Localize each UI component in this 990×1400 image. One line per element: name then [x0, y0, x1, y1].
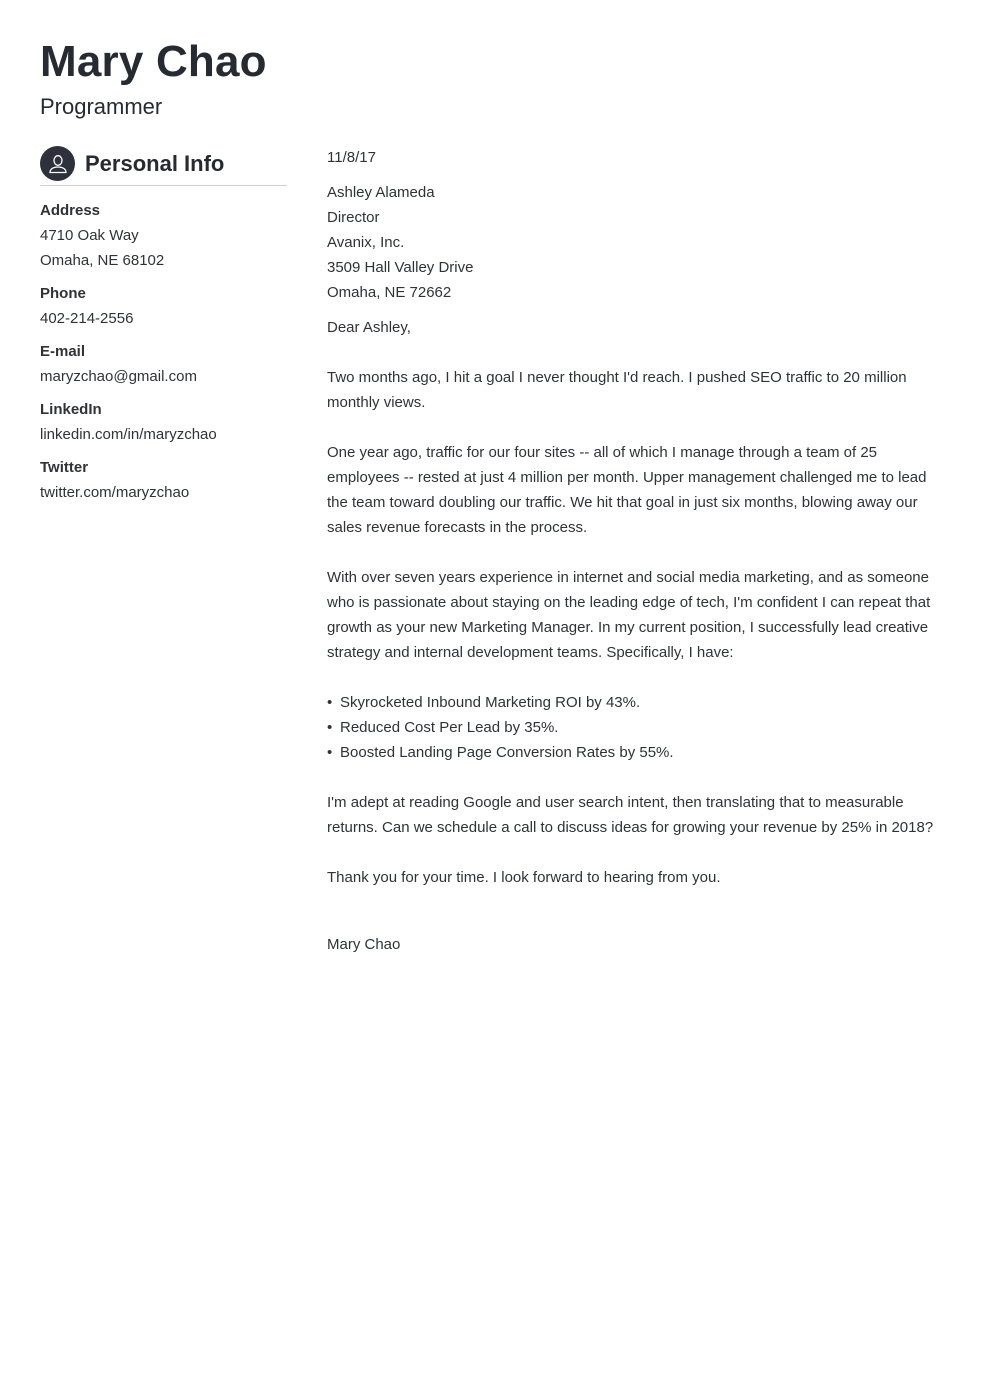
applicant-name: Mary Chao — [40, 37, 267, 86]
email-label: E-mail — [40, 343, 86, 360]
bullet: • — [327, 694, 333, 711]
phone-group — [40, 281, 287, 331]
paragraph: With over seven years experience in internet and social media marketing, and as someone who is passionate about staying on the leading edge of tech, I'm confident I can repeat that growth as your new Marketing Manager. In my current position, I successfully lead creative strategy and internal development teams. Specifically, I have: — [327, 569, 931, 661]
email-group — [40, 339, 287, 389]
address-label: Address — [40, 202, 101, 219]
applicant-role: Programmer — [40, 94, 163, 119]
paragraph: Two months ago, I hit a goal I never thought I'd reach. I pushed SEO traffic to 20 million monthly views. — [327, 369, 907, 411]
twitter-value[interactable]: twitter.com/maryzchao — [40, 484, 190, 501]
recipient-company: Avanix, Inc. — [327, 234, 405, 251]
linkedin-group — [40, 397, 287, 447]
personal-info-title: Personal Info — [85, 150, 225, 176]
phone-label: Phone — [40, 285, 86, 302]
achievement-list — [327, 690, 947, 765]
recipient-block — [327, 180, 947, 305]
greeting: Dear Ashley, — [327, 319, 411, 336]
email-value[interactable]: maryzchao@gmail.com — [40, 368, 197, 385]
recipient-name: Ashley Alameda — [327, 184, 435, 201]
twitter-label: Twitter — [40, 459, 89, 476]
personal-info-list — [40, 198, 287, 505]
list-item-text: Reduced Cost Per Lead by 35%. — [340, 719, 559, 736]
signature: Mary Chao — [327, 936, 401, 953]
linkedin-label: LinkedIn — [40, 401, 102, 418]
recipient-street: 3509 Hall Valley Drive — [327, 259, 474, 276]
bullet: • — [327, 719, 333, 736]
address-line-2: Omaha, NE 68102 — [40, 252, 165, 269]
recipient-title: Director — [327, 209, 380, 226]
phone-value: 402-214-2556 — [40, 310, 134, 327]
list-item — [327, 740, 947, 765]
address-group — [40, 198, 287, 273]
paragraph: One year ago, traffic for our four sites -- all of which I manage through a team of 25 employees -- rested at just 4 million per month. Upper management challenged me to lead the team toward doubling our traffic. We hit that goal in just six months, blowing away our sales revenue forecasts in the process. — [327, 444, 927, 536]
personal-info-header — [40, 146, 287, 186]
twitter-group — [40, 455, 287, 505]
list-item — [327, 690, 947, 715]
paragraph: Thank you for your time. I look forward to hearing from you. — [327, 869, 721, 886]
address-line-1: 4710 Oak Way — [40, 227, 139, 244]
list-item-text: Boosted Landing Page Conversion Rates by 55%. — [340, 744, 674, 761]
bullet: • — [327, 744, 333, 761]
paragraph: I'm adept at reading Google and user search intent, then translating that to measurable returns. Can we schedule a call to discuss ideas for growing your revenue by 25% in 2018? — [327, 794, 934, 836]
person-icon — [40, 146, 75, 181]
list-item-text: Skyrocketed Inbound Marketing ROI by 43%. — [340, 694, 641, 711]
letter-body — [327, 145, 947, 957]
letter-date: 11/8/17 — [327, 149, 376, 166]
recipient-city: Omaha, NE 72662 — [327, 284, 452, 301]
linkedin-value[interactable]: linkedin.com/in/maryzchao — [40, 426, 217, 443]
personal-info-sidebar — [40, 146, 287, 513]
list-item — [327, 715, 947, 740]
